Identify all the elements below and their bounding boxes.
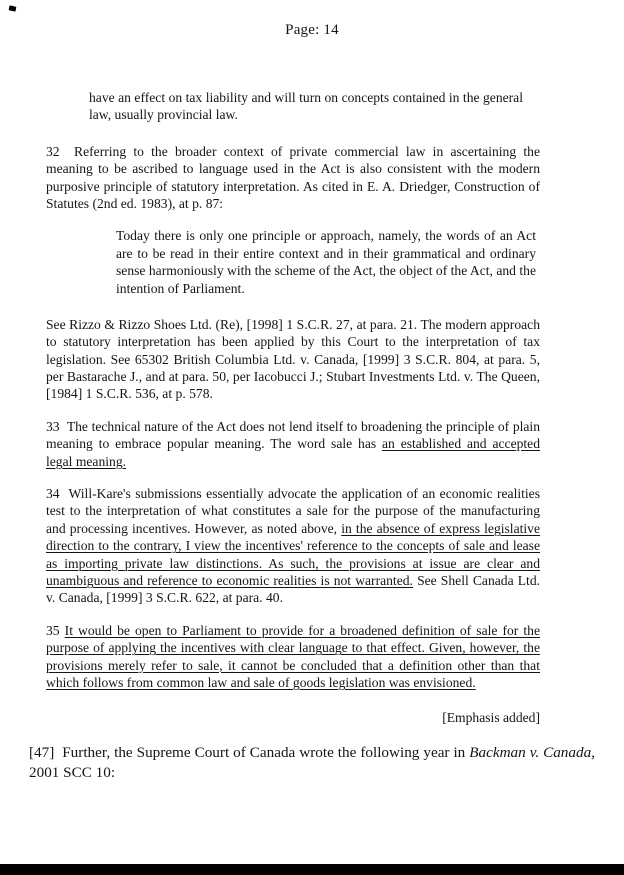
text-segment: have an effect on tax liability and will turn on concepts contained in the general law, usually provincial law. [89,90,523,123]
scan-artifact-bottom-bar [0,864,624,875]
body-paragraph [29,743,595,784]
text-segment: [47] Further, the Supreme Court of Canada wrote the following year in [29,743,470,761]
text-segment: Backman v. Canada, [469,743,595,761]
text-segment: 33 The technical nature of the Act does not lend itself to broadening the principle of plain meaning to embrace popular meaning. The word sale has [46,418,540,452]
text-segment: It would be open to Parliament to provide for a broadened definition of sale for the purpose of applying the incentives with clear language to that effect. Given, however, the provisions merely refer to sale, it cannot be concluded that a definition other than that which follows from common law and sale of goods legislation was envisioned. [46,622,540,690]
text-segment: 35 [46,622,65,638]
text-segment: an established and accepted legal meaning. [46,436,541,469]
text-segment: Today there is only one principle or approach, namely, the words of an Act are to be read in their entire context and in their grammatical and ordinary sense harmoniously with the scheme of the Act, the object of the Act, and the intention of Parliament. [116,228,536,296]
text-segment: See Rizzo & Rizzo Shoes Ltd. (Re), [1998] 1 S.C.R. 27, at para. 21. The modern approach to statutory interpretation has been applied by this Court to the interpretation of tax legislation. See 65302 British Columbia Ltd. v. Canada, [1999] 3 S.C.R. 804, at para. 5, per Bastarache J., and at para. 50, per Iacobucci J.; Stubart Investments Ltd. v. The Queen, [1984] 1 S.C.R. 536, at p. 578. [46,316,540,402]
quoted-paragraph [46,316,540,403]
quoted-paragraph [46,622,540,692]
text-segment: 32 Referring to the broader context of private commercial law in ascertaining the meaning to be ascribed to language used in the Act is also consistent with the modern purposive principle of statutory interpretation. As cited in E. A. Driedger, Construction of Statutes (2nd ed. 1983), at p. 87: [46,143,540,211]
quoted-paragraph [46,143,540,213]
nested-quote-paragraph [89,89,523,124]
text-segment: 2001 SCC 10: [29,764,116,782]
document-body [0,89,624,784]
quoted-paragraph [46,418,540,470]
text-segment: See Shell Canada Ltd. v. Canada, [1999] 3 S.C.R. 622, at para. 40. [46,572,541,606]
emphasis-note [29,709,540,726]
text-blocks-container [29,89,595,784]
text-segment: 34 Will-Kare's submissions essentially advocate the application of an economic realities test to the interpretation of what constitutes a sale for the purpose of the manufacturing and processing incentives. However, as noted above, [46,486,540,536]
quoted-paragraph [46,485,540,607]
page-number-header: Page: 14 [285,22,339,38]
inner-quote-paragraph [116,227,536,297]
text-segment: [Emphasis added] [442,710,540,726]
text-segment: in the absence of express legislative direction to the contrary, I view the incentives' reference to the concepts of sale and lease as importing private law distinctions. As such, the provisions at issue are clear and unambiguous and reference to economic realities is not warranted. [46,520,541,588]
